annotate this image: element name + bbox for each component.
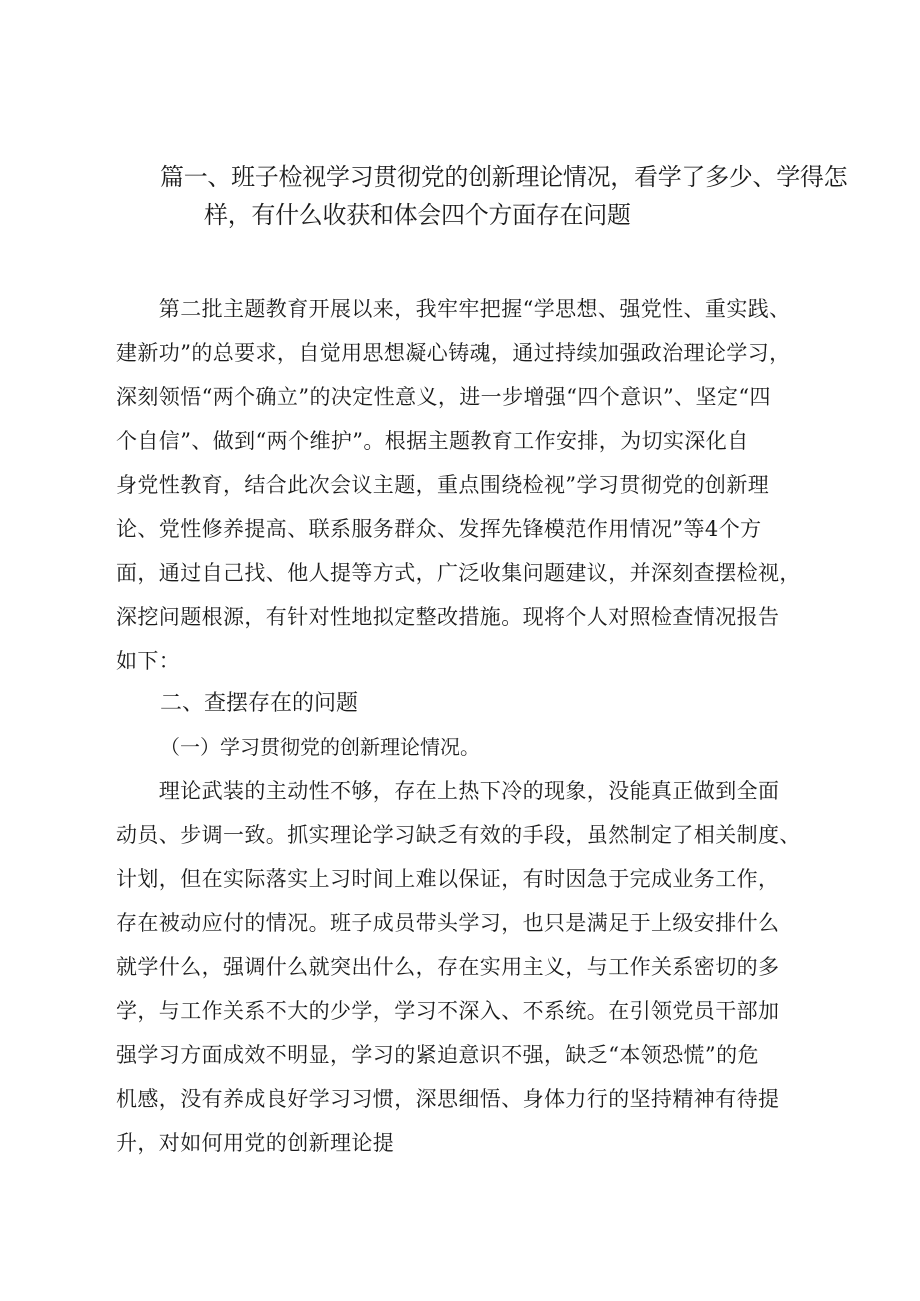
title-line-2: 样，有什么收获和体会四个方面存在问题 [204, 201, 631, 229]
intro-line: 深挖问题根源，有针对性地拟定整改措施。现将个人对照检查情况报告 [116, 605, 780, 629]
title-line-1: 篇一、班子检视学习贯彻党的创新理论情况，看学了多少、学得怎 [160, 163, 848, 191]
body-line: 动员、步调一致。抓实理论学习缺乏有效的手段，虽然制定了相关制度、 [116, 823, 801, 847]
intro-line: 身党性教育，结合此次会议主题，重点围绕检视”学习贯彻党的创新理 [116, 473, 770, 497]
body-line: 理论武装的主动性不够，存在上热下冷的现象，没能真正做到全面 [116, 779, 780, 803]
body-line: 升，对如何用党的创新理论提 [116, 1131, 395, 1155]
document-title [160, 158, 850, 234]
intro-line: 个自信”、做到“两个维护”。根据主题教育工作安排，为切实深化自 [116, 429, 749, 453]
intro-line: 如下： [116, 649, 181, 673]
body-line: 存在被动应付的情况。班子成员带头学习，也只是满足于上级安排什么 [116, 911, 780, 935]
subsection-heading: （一）学习贯彻党的创新理论情况。 [160, 735, 480, 759]
intro-line: 深刻领悟“两个确立”的决定性意义，进一步增强“四个意识”、坚定“四 [116, 385, 771, 409]
intro-line: 论、党性修养提高、联系服务群众、发挥先锋模范作用情况”等4个方 [116, 517, 762, 541]
body-line: 就学什么，强调什么就突出什么，存在实用主义，与工作关系密切的多 [116, 955, 780, 979]
intro-line: 第二批主题教育开展以来，我牢牢把握“学思想、强党性、重实践、 [116, 297, 791, 321]
body-line: 机感，没有养成良好学习习惯，深思细悟、身体力行的坚持精神有待提 [116, 1087, 780, 1111]
section-heading: 二、查摆存在的问题 [160, 691, 359, 716]
body-line: 计划，但在实际落实上习时间上难以保证，有时因急于完成业务工作， [116, 867, 780, 891]
body-line: 强学习方面成效不明显，学习的紧迫意识不强，缺乏“本领恐慌”的危 [116, 1043, 759, 1067]
body-line: 学，与工作关系不大的少学，学习不深入、不系统。在引领党员干部加 [116, 999, 780, 1023]
intro-line: 面，通过自己找、他人提等方式，广泛收集问题建议，并深刻查摆检视， [116, 561, 801, 585]
intro-line: 建新功”的总要求，自觉用思想凝心铸魂，通过持续加强政治理论学习， [116, 341, 791, 365]
